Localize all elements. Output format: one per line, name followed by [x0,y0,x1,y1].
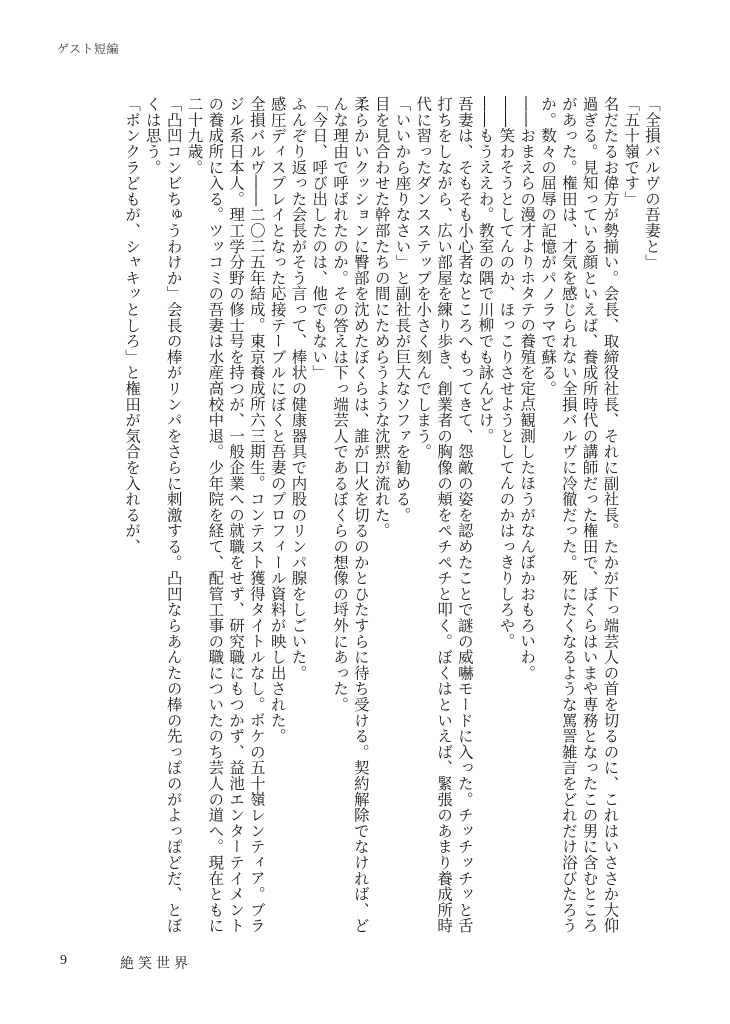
paragraph: 「全損バルヴの吾妻と」 [643,96,661,270]
paragraph: 「ボンクラどもが、シャキッとしろ」と権田が気合を入れるが、 [123,96,142,555]
paragraph: 「凸凹コンビちゅうわけか」会長の棒がリンパをさらに刺激する。凸凹ならあんたの棒の先っぽのがよっぽどだ、とぼくは思う。 [143,96,183,934]
paragraph: 柔らかいクッションに臀部を沈めたぼくらは、誰が口火を切るのかとひたすらに待ち受ける。契約解除でなければ、どんな理由で呼ばれたのか。その答えは下っ端芸人であるぼくらの想像の埒外にあった。 [331,96,370,934]
body-text [102,96,662,944]
paragraph: 「今日、呼び出したのは、他でもない」 [310,96,329,381]
paragraph: ――笑わそうとしてんのか、ほっこりさせようとしてんのかはっきりしろや。 [497,96,516,649]
paragraph: ――もうええわ。教室の隅で川柳でも詠んどけ。 [476,96,495,444]
paragraph: 吾妻は、そもそも小心者なところへもってきて、怨敵の姿を認めたことで謎の威嚇モードに入った。チッチッチッと舌打ちをしながら、広い部屋を練り歩き、創業者の胸像の頬をペチペチと叩く。ぼくはといえば、緊張のあまり養成所時代に習ったダンスステップを小さく刻んでしまう。 [414,96,474,934]
page-number: 9 [60,953,67,968]
paragraph: ――おまえらの漫才よりホタテの養殖を定点観測したほうがなんぼかおもろいわ。 [518,96,537,681]
paragraph: 目を見合わせた幹部たちの間にためらうような沈黙が流れた。 [372,96,391,539]
paragraph: 全損バルヴ――二〇二五年結成。東京養成所六三期生。コンテスト獲得タイトルなし。ボケの五十嶺レンティア。ブラジル系日本人。理工学分野の修士号を持つが、一般企業への就職をせず、研究職にもつかず、益池エンターテイメントの養成所に入る。ツッコミの吾妻は水産高校中退。少年院を経て、配管工事の職についたのち芸人の道へ。現在ともに二十九歳。 [185,96,266,934]
paragraph: 名だたるお偉方が勢揃い。会長、取締役社長、それに副社長。たかが下っ端芸人の首を切るのに、これはいささか大仰過ぎる。見知っている顔といえば、養成所時代の講師だった権田で、ぼくらはいまや専務となったこの男に含むところがあった。権田は、才気を感じられない全損バルヴに冷徹だった。死にたくなるような罵詈雑言をどれだけ浴びたろうか。数々の屈辱の記憶がパノラマで蘇る。 [539,96,620,934]
magazine-title: 絶笑世界 [120,956,192,972]
running-head: ゲスト短編 [57,42,120,56]
paragraph: 「いいから座りなさい」と副社長が巨大なソファを勧める。 [393,96,412,523]
paragraph: 「五十嶺です」 [622,96,641,207]
paragraph: ふんぞり返った会長がそう言って、棒状の健康器具で内股のリンパ腺をしごいた。 [289,96,308,681]
paragraph: 感圧ディスプレイとなった応接テーブルにぼくと吾妻のプロフィール資料が映し出された。 [268,96,287,744]
